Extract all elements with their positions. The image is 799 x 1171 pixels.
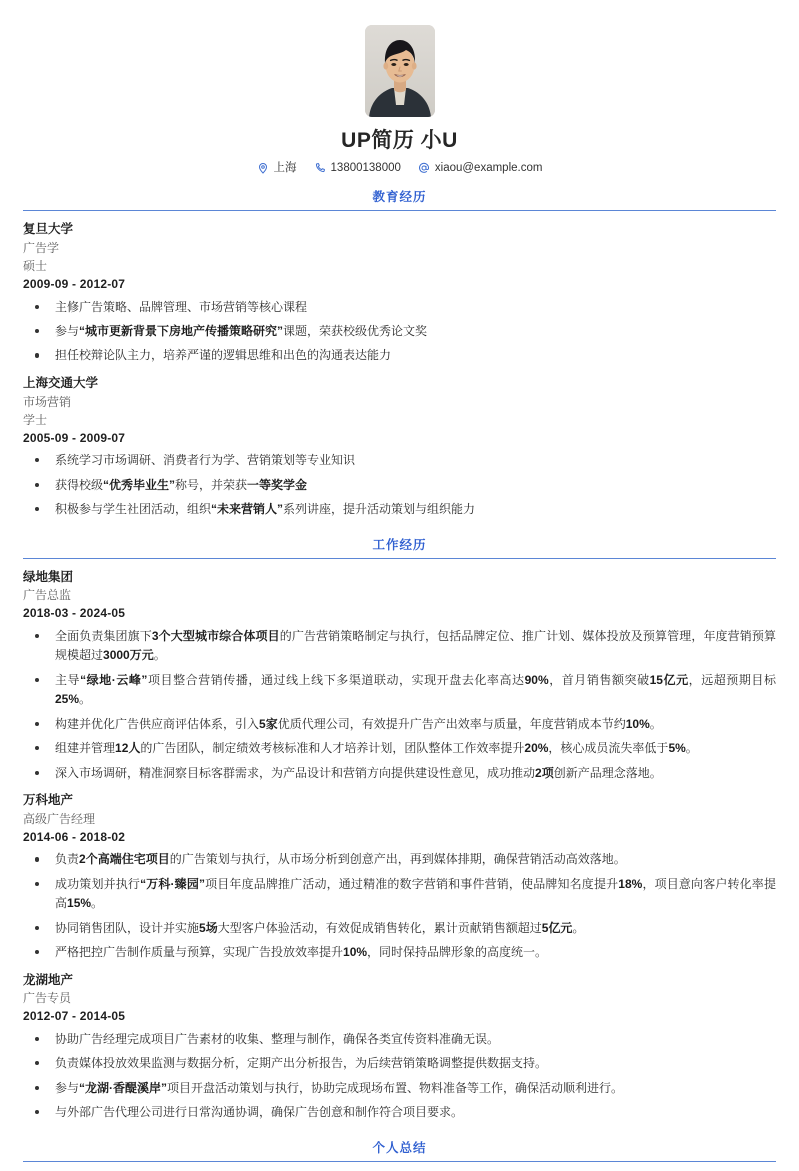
experience-entry: [23, 374, 776, 520]
bullet-item: 负责2个高端住宅项目的广告策划与执行，从市场分析到创意产出，再到媒体排期，确保营销活动高效落地。: [23, 850, 776, 869]
bullet-item: 构建并优化广告供应商评估体系，引入5家优质代理公司，有效提升广告产出效率与质量，年度营销成本节约10%。: [23, 715, 776, 734]
bullet-item: 担任校辩论队主力，培养严谨的逻辑思维和出色的沟通表达能力: [23, 346, 776, 365]
entry-organization: 上海交通大学: [23, 375, 99, 390]
section: [23, 190, 776, 519]
bullet-item: 参与“龙湖·香醍溪岸”项目开盘活动策划与执行，协助完成现场布置、物料准备等工作，确保活动顺利进行。: [23, 1079, 776, 1098]
section: [23, 1141, 776, 1162]
experience-entry: [23, 791, 776, 963]
entry-date-range: 2005-09 - 2009-07: [23, 430, 126, 445]
entry-bullet-list: [23, 850, 776, 962]
bullet-item: 严格把控广告制作质量与预算，实现广告投放效率提升10%，同时保持品牌形象的高度统一。: [23, 943, 776, 962]
bullet-item: 组建并管理12人的广告团队，制定绩效考核标准和人才培养计划，团队整体工作效率提升20%，核心成员流失率低于5%。: [23, 739, 776, 758]
section-title: 教育经历: [372, 190, 427, 205]
entry-role: 广告学: [23, 241, 60, 255]
bullet-item: 负责媒体投放效果监测与数据分析，定期产出分析报告，为后续营销策略调整提供数据支持。: [23, 1054, 776, 1073]
section: [23, 538, 776, 1123]
contact-phone-text: 13800138000: [330, 161, 401, 174]
bullet-item: 协同销售团队，设计并实施5场大型客户体验活动，有效促成销售转化，累计贡献销售额超过5亿元。: [23, 919, 776, 938]
contact-email-text: xiaou@example.com: [434, 161, 543, 174]
resume-header: [23, 0, 776, 174]
email-at-icon: [418, 162, 430, 174]
bullet-item: 参与“城市更新背景下房地产传播策略研究”课题，荣获校级优秀论文奖: [23, 322, 776, 341]
section-divider: [23, 1161, 776, 1162]
contact-row: [23, 162, 776, 174]
bullet-item: 获得校级“优秀毕业生”称号，并荣获一等奖学金: [23, 476, 776, 495]
bullet-item: 系统学习市场调研、消费者行为学、营销策划等专业知识: [23, 451, 776, 470]
experience-entry: [23, 568, 776, 783]
contact-location-text: 上海: [273, 161, 297, 174]
entry-bullet-list: [23, 451, 776, 519]
entry-date-range: 2014-06 - 2018-02: [23, 829, 126, 844]
experience-entry: [23, 971, 776, 1123]
section-divider: [23, 558, 776, 559]
bullet-item: 积极参与学生社团活动，组织“未来营销人”系列讲座，提升活动策划与组织能力: [23, 500, 776, 519]
entry-role: 市场营销: [23, 394, 72, 409]
bullet-item: 全面负责集团旗下3个大型城市综合体项目的广告营销策略制定与执行，包括品牌定位、推广计划、媒体投放及预算管理，年度营销预算规模超过3000万元。: [23, 627, 776, 666]
entry-degree: 学士: [23, 412, 48, 427]
entry-date-range: 2009-09 - 2012-07: [23, 277, 126, 291]
phone-icon: [314, 162, 326, 174]
entry-date-range: 2012-07 - 2014-05: [23, 1009, 126, 1024]
bullet-item: 深入市场调研，精准洞察目标客群需求，为产品设计和营销方向提供建设性意见，成功推动2项创新产品理念落地。: [23, 764, 776, 783]
section-divider: [23, 210, 776, 211]
entry-organization: 复旦大学: [23, 222, 74, 237]
bullet-item: 协助广告经理完成项目广告素材的收集、整理与制作，确保各类宣传资料准确无误。: [23, 1030, 776, 1049]
section-title: 个人总结: [372, 1140, 427, 1155]
entry-date-range: 2018-03 - 2024-05: [23, 606, 126, 621]
entry-role: 广告总监: [23, 588, 72, 603]
bullet-item: 与外部广告代理公司进行日常沟通协调，确保广告创意和制作符合项目要求。: [23, 1103, 776, 1122]
entry-role: 高级广告经理: [23, 811, 96, 826]
entry-organization: 绿地集团: [23, 569, 74, 584]
contact-email: [418, 162, 543, 174]
experience-entry: [23, 220, 776, 366]
resume-sections: [23, 190, 776, 1161]
location-pin-icon: [257, 162, 269, 174]
entry-bullet-list: [23, 298, 776, 366]
bullet-item: 成功策划并执行“万科·臻园”项目年度品牌推广活动，通过精准的数字营销和事件营销，使品牌知名度提升18%，项目意向客户转化率提高15%。: [23, 875, 776, 914]
entry-organization: 万科地产: [23, 792, 74, 807]
contact-phone: [314, 162, 401, 174]
section-title: 工作经历: [372, 537, 427, 552]
contact-location: [257, 162, 297, 174]
person-name: UP简历 小U: [341, 129, 458, 152]
entry-organization: 龙湖地产: [23, 972, 74, 987]
entry-bullet-list: [23, 1030, 776, 1123]
entry-role: 广告专员: [23, 991, 72, 1006]
bullet-item: 主导“绿地·云峰”项目整合营销传播，通过线上线下多渠道联动，实现开盘去化率高达90%，首月销售额突破15亿元，远超预期目标25%。: [23, 671, 776, 710]
entry-degree: 硕士: [23, 259, 48, 273]
entry-bullet-list: [23, 627, 776, 783]
bullet-item: 主修广告策略、品牌管理、市场营销等核心课程: [23, 298, 776, 317]
avatar: [365, 25, 435, 117]
